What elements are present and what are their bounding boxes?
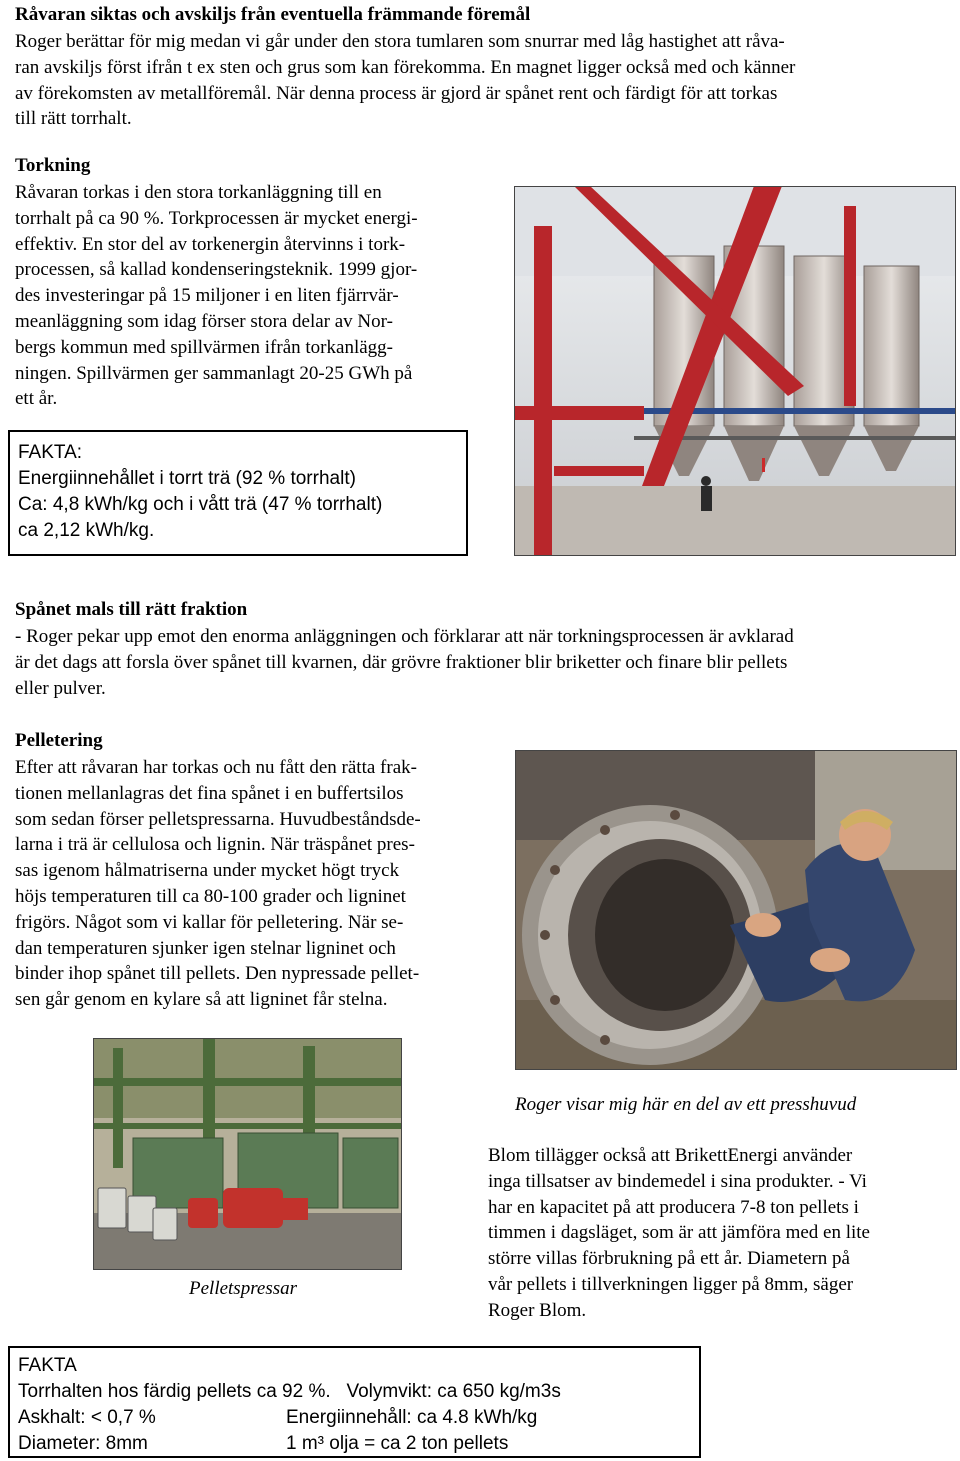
- text-line: eller pulver.: [15, 677, 106, 699]
- fakta-box-energiinnehall: [8, 430, 468, 556]
- text-line: Roger berättar för mig medan vi går under den stora tumlaren som snurrar med låg hastighet att råva-: [15, 31, 785, 52]
- photo-pelletspressar: [93, 1038, 402, 1270]
- text-line: inga tillsatser av bindemedel i sina produkter. - Vi: [488, 1170, 867, 1192]
- text-line: timmen i dagsläget, som är att jämföra med en lite: [488, 1222, 870, 1244]
- text-line: höjs temperaturen till ca 80-100 grader och ligninet: [15, 885, 406, 907]
- text-line: ningen. Spillvärmen ger sammanlagt 20-25 GWh på: [15, 362, 413, 384]
- text-line: effektiv. En stor del av torkenergin återvinns i tork-: [15, 233, 406, 255]
- text-line: tionen mellanlagras det fina spånet i en buffertsilos: [15, 782, 404, 804]
- text-line: binder ihop spånet till pellets. Den nypressade pellet-: [15, 963, 420, 985]
- text-line: Roger Blom.: [488, 1299, 587, 1321]
- text-line: större villas förbrukning på ett år. Diametern på: [488, 1248, 850, 1270]
- photo-presshuvud: [515, 750, 957, 1070]
- text-line: ett år.: [15, 388, 58, 410]
- fakta-cell: Diameter: 8mm: [18, 1433, 148, 1454]
- text-line: sen går genom en kylare så att ligninet får stelna.: [15, 989, 388, 1011]
- text-line: des investeringar på 15 miljoner i en liten fjärrvär-: [15, 285, 399, 307]
- text-line: ran avskiljs först ifrån t ex sten och grus som kan förekomma. En magnet ligger också med och känner: [15, 56, 796, 78]
- text-line: larna i trä är cellulosa och lignin. När träspånet pres-: [15, 834, 415, 856]
- paragraph-pelletering: [15, 755, 505, 1013]
- heading-ravaran-siktas: Råvaran siktas och avskiljs från eventuella främmande föremål: [15, 4, 531, 25]
- text-line: torrhalt på ca 90 %. Torkprocessen är mycket energi-: [15, 207, 418, 229]
- heading-torkning: Torkning: [15, 155, 91, 176]
- fakta-line: Ca: 4,8 kWh/kg och i vått trä (47 % torrhalt): [18, 494, 383, 515]
- fakta-title: FAKTA: [18, 1355, 77, 1376]
- caption-presshuvud: Roger visar mig här en del av ett presshuvud: [515, 1094, 857, 1115]
- text-line: - Roger pekar upp emot den enorma anläggningen och förklarar att när torkningsprocessen är avklarad: [15, 626, 794, 647]
- fakta-cell: Askhalt: < 0,7 %: [18, 1407, 156, 1428]
- fakta-box-pellets: [8, 1346, 701, 1458]
- paragraph-blom: [488, 1143, 953, 1324]
- fakta-cell: Energiinnehåll: ca 4.8 kWh/kg: [286, 1407, 538, 1428]
- photo-torkanlaggning: [514, 186, 956, 556]
- text-line: av förekomsten av metallföremål. När denna process är gjord är spånet rent och färdigt för att torkas: [15, 82, 778, 104]
- text-line: Råvaran torkas i den stora torkanläggning till en: [15, 182, 382, 203]
- text-line: Efter att råvaran har torkas och nu fått den rätta frak-: [15, 757, 417, 778]
- fakta-grid: [18, 1405, 699, 1457]
- heading-spanet-mals: Spånet mals till rätt fraktion: [15, 599, 248, 620]
- text-line: meanläggning som idag förser stora delar av Nor-: [15, 310, 393, 332]
- text-line: dan temperaturen sjunker igen stelnar ligninet och: [15, 937, 396, 959]
- text-line: frigörs. Något som vi kallar för pelletering. När se-: [15, 911, 404, 933]
- caption-pelletspressar: Pelletspressar: [189, 1278, 298, 1299]
- paragraph-spanet: [15, 624, 950, 701]
- pellet-press-image: [93, 1038, 402, 1270]
- text-line: är det dags att forsla över spånet till kvarnen, där grövre fraktioner blir briketter och finare blir pellets: [15, 651, 788, 673]
- fakta-cell: 1 m³ olja = ca 2 ton pellets: [286, 1433, 509, 1454]
- fakta-line: ca 2,12 kWh/kg.: [18, 520, 155, 541]
- drying-plant-image: [514, 186, 956, 556]
- paragraph-torkning: [15, 180, 505, 412]
- fakta-line: Torrhalten hos färdig pellets ca 92 %. Volymvikt: ca 650 kg/m3s: [18, 1381, 561, 1402]
- press-head-image: [515, 750, 957, 1070]
- text-line: vår pellets i tillverkningen ligger på 8mm, säger: [488, 1273, 854, 1295]
- heading-pelletering: Pelletering: [15, 730, 103, 751]
- paragraph-ravaran: [15, 29, 950, 132]
- text-line: bergs kommun med spillvärmen ifrån torkanlägg-: [15, 336, 393, 358]
- text-line: sas igenom hålmatriserna under mycket högt tryck: [15, 860, 400, 882]
- fakta-title: FAKTA:: [18, 442, 83, 463]
- text-line: Blom tillägger också att BrikettEnergi använder: [488, 1145, 853, 1166]
- text-line: har en kapacitet på att producera 7-8 ton pellets i: [488, 1196, 859, 1218]
- text-line: processen, så kallad kondenseringsteknik. 1999 gjor-: [15, 259, 418, 281]
- text-line: till rätt torrhalt.: [15, 108, 132, 130]
- fakta-line: Energiinnehållet i torrt trä (92 % torrhalt): [18, 468, 356, 489]
- text-line: som sedan förser pelletspressarna. Huvudbeståndsde-: [15, 808, 421, 830]
